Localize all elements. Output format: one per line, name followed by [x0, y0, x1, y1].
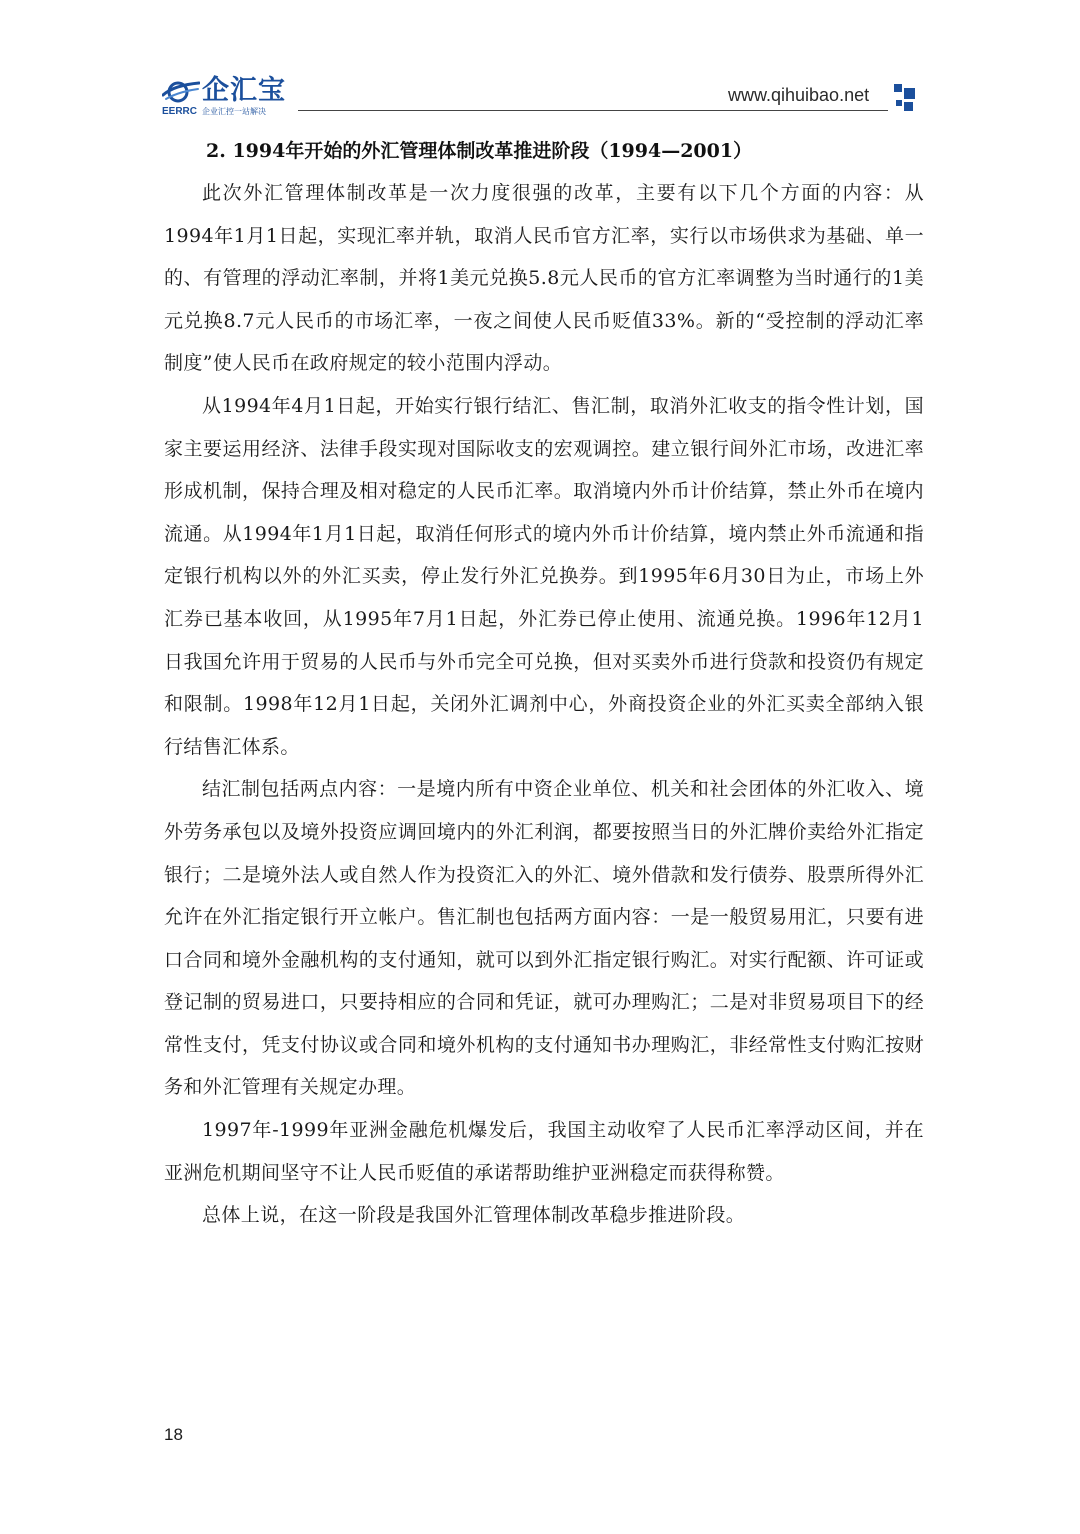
paragraph-4: 1997年-1999年亚洲金融危机爆发后，我国主动收窄了人民币汇率浮动区间，并在亚洲危机期间坚守不让人民币贬值的承诺帮助维护亚洲稳定而获得称赞。: [164, 1119, 924, 1184]
document-body: [164, 130, 924, 1237]
paragraph-2: 从1994年4月1日起，开始实行银行结汇、售汇制，取消外汇收支的指令性计划，国家主要运用经济、法律手段实现对国际收支的宏观调控。建立银行间外汇市场，改进汇率形成机制，保持合理及相对稳定的人民币汇率。取消境内外币计价结算，禁止外币在境内流通。从1994年1月1日起，取消任何形式的境内外币计价结算，境内禁止外币流通和指定银行机构以外的外汇买卖，停止发行外汇兑换券。到1995年6月30日为止，市场上外汇券已基本收回，从1995年7月1日起，外汇券已停止使用、流通兑换。1996年12月1日我国允许用于贸易的人民币与外币完全可兑换，但对买卖外币进行贷款和投资仍有规定和限制。1998年12月1日起，关闭外汇调剂中心，外商投资企业的外汇买卖全部纳入银行结售汇体系。: [164, 394, 924, 758]
page-number: 18: [164, 1425, 183, 1444]
paragraph-3: 结汇制包括两点内容：一是境内所有中资企业单位、机关和社会团体的外汇收入、境外劳务承包以及境外投资应调回境内的外汇利润，都要按照当日的外汇牌价卖给外汇指定银行；二是境外法人或自然人作为投资汇入的外汇、境外借款和发行债券、股票所得外汇允许在外汇指定银行开立帐户。售汇制也包括两方面内容：一是一般贸易用汇，只要有进口合同和境外金融机构的支付通知，就可以到外汇指定银行购汇。对实行配额、许可证或登记制的贸易进口，只要持相应的合同和凭证，就可办理购汇；二是对非贸易项目下的经常性支付，凭支付协议或合同和境外机构的支付通知书办理购汇，非经常性支付购汇按财务和外汇管理有关规定办理。: [164, 778, 924, 1099]
brand-tagline: 企业汇控一站解决: [202, 107, 266, 116]
paragraph-1: 此次外汇管理体制改革是一次力度很强的改革，主要有以下几个方面的内容：从1994年1月1日起，实现汇率并轨，取消人民币官方汇率，实行以市场供求为基础、单一的、有管理的浮动汇率制，并将1美元兑换5.8元人民币的官方汇率调整为当时通行的1美元兑换8.7元人民币的市场汇率，一夜之间使人民币贬值33%。新的“受控制的浮动汇率制度”使人民币在政府规定的较小范围内浮动。: [164, 182, 924, 375]
header-divider: [298, 110, 888, 111]
section-title: 2. 1994年开始的外汇管理体制改革推进阶段（1994—2001）: [206, 140, 753, 162]
brand-logo: [162, 76, 292, 120]
paragraph-5: 总体上说，在这一阶段是我国外汇管理体制改革稳步推进阶段。: [202, 1204, 746, 1227]
page-header: [0, 0, 1080, 130]
website-link[interactable]: www.qihuibao.net: [728, 85, 870, 105]
blue-squares-icon: [894, 84, 918, 112]
globe-swoosh-icon: [162, 78, 200, 104]
brand-name: 企汇宝: [202, 75, 286, 106]
brand-code: EERRC: [162, 106, 198, 117]
